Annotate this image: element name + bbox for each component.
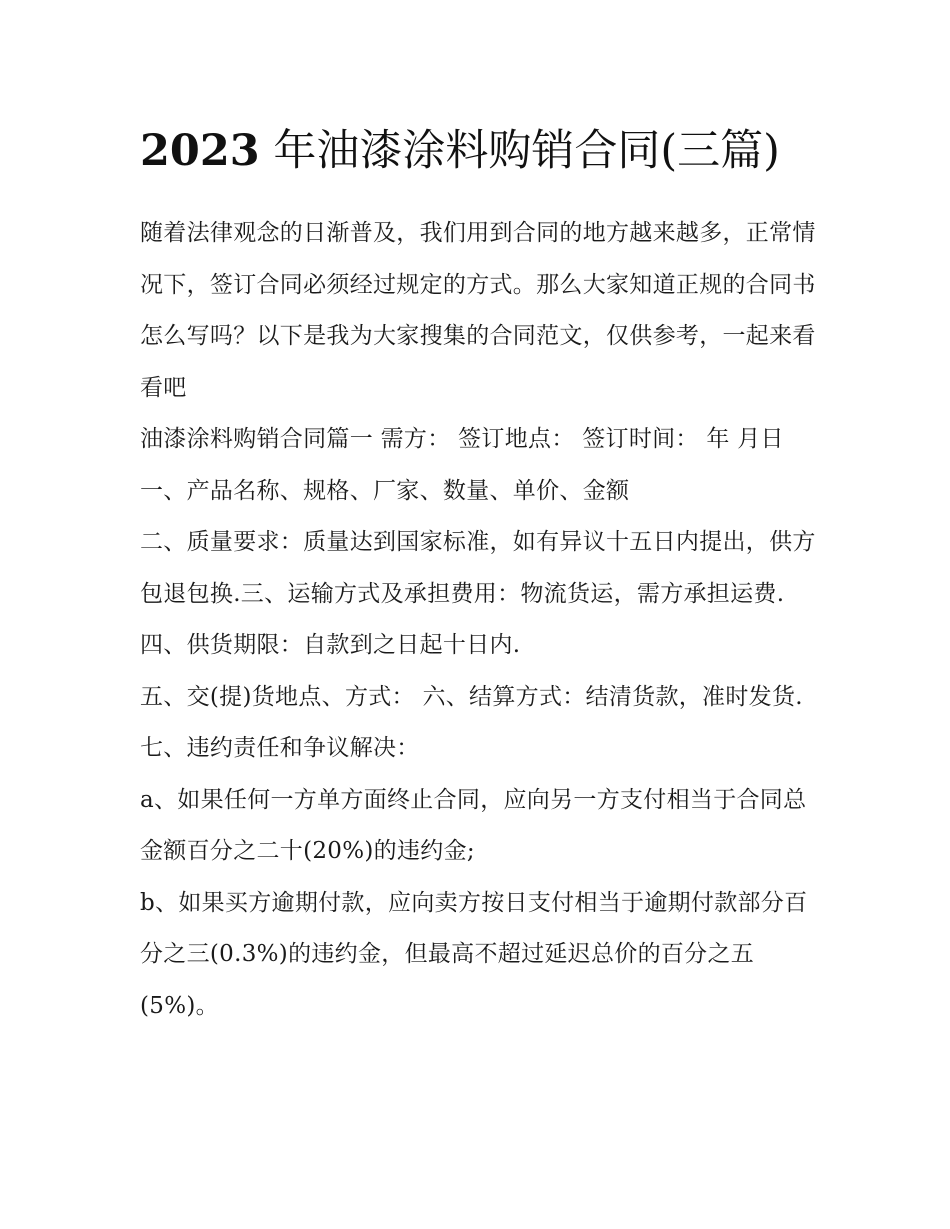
document-page bbox=[140, 112, 820, 1032]
contract-header-paragraph: 油漆涂料购销合同篇一 需方： 签订地点： 签订时间： 年 月日 一、产品名称、规格、厂家、数量、单价、金额 bbox=[140, 426, 784, 504]
quality-clause-paragraph: 二、质量要求：质量达到国家标准，如有异议十五日内提出，供方包退包换.三、运输方式及承担费用：物流货运，需方承担运费.四、供货期限：自款到之日起十日内. bbox=[140, 529, 816, 658]
clause-a-paragraph: a、如果任何一方单方面终止合同，应向另一方支付相当于合同总金额百分之二十(20%)的违约金; bbox=[140, 786, 807, 864]
title-year: 2023 bbox=[140, 126, 260, 176]
title-text: 年油漆涂料购销合同(三篇) bbox=[273, 126, 780, 176]
document-title bbox=[140, 112, 820, 190]
clause-b-paragraph: b、如果买方逾期付款，应向卖方按日支付相当于逾期付款部分百分之三(0.3%)的违约金，但最高不超过延迟总价的百分之五(5%)。 bbox=[140, 889, 808, 1019]
intro-paragraph: 随着法律观念的日渐普及，我们用到合同的地方越来越多，正常情况下，签订合同必须经过规定的方式。那么大家知道正规的合同书怎么写吗？以下是我为大家搜集的合同范文，仅供参考，一起来看看吧 bbox=[140, 220, 816, 401]
delivery-clause-paragraph: 五、交(提)货地点、方式： 六、结算方式：结清货款，准时发货.七、违约责任和争议解决： bbox=[140, 683, 803, 761]
